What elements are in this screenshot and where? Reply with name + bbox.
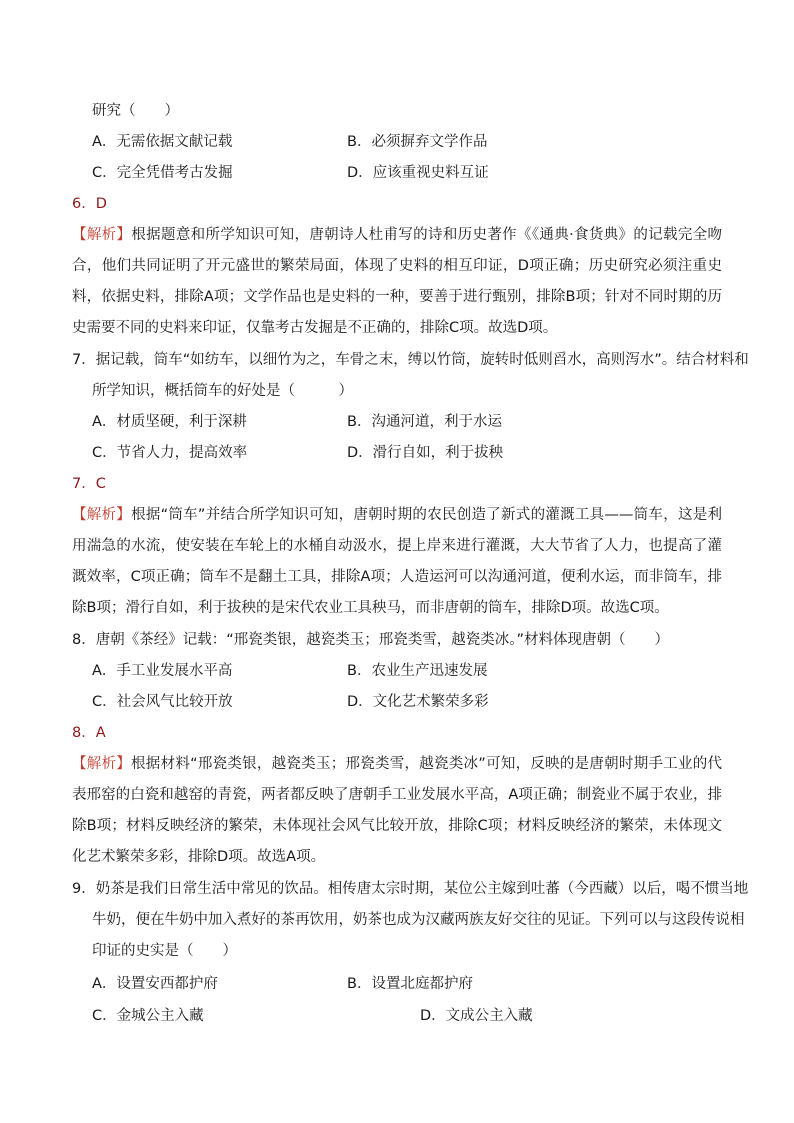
q9-option-c: C．金城公主入藏 bbox=[92, 1008, 204, 1024]
q8-option-a: A．手工业发展水平高 bbox=[92, 663, 233, 679]
question-7-line-2: 所学知识，概括筒车的好处是（ ） bbox=[92, 383, 353, 399]
explanation-6 bbox=[72, 220, 722, 344]
question-8-line-1: 8．唐朝《茶经》记载：“邢瓷类银，越瓷类玉；邢瓷类雪，越瓷类冰。”材料体现唐朝（ ） bbox=[72, 632, 669, 648]
explanation-tag: 【解析】 bbox=[72, 756, 132, 772]
q8-option-c: C．社会风气比较开放 bbox=[92, 694, 233, 710]
explanation-6-text: 根据题意和所学知识可知，唐朝诗人杜甫写的诗和历史著作《《通典·食货典》的记载完全吻合，他们共同证明了开元盛世的繁荣局面，体现了史料的相互印证，D项正确；历史研究必须注重史料，依据史料，排除A项；文学作品也是史料的一种，要善于进行甄别，排除B项；针对不同时期的历史需要不同的史料来印证，仅靠考古发掘是不正确的，排除C项。故选D项。 bbox=[72, 227, 723, 336]
question-5-stem-tail: 研究（ ） bbox=[92, 103, 179, 119]
answer-7: 7．C bbox=[72, 476, 106, 492]
q8-option-b: B．农业生产迅速发展 bbox=[347, 663, 488, 679]
q7-option-d: D．滑行自如，利于拔秧 bbox=[347, 445, 504, 461]
q7-option-b: B．沟通河道，利于水运 bbox=[347, 414, 502, 430]
question-9-line-2: 牛奶，便在牛奶中加入煮好的茶再饮用，奶茶也成为汉藏两族友好交往的见证。下列可以与这段传说相 bbox=[92, 912, 745, 928]
answer-8: 8．A bbox=[72, 725, 106, 741]
explanation-8 bbox=[72, 749, 722, 873]
explanation-7 bbox=[72, 500, 722, 624]
question-7-line-1: 7．据记载，筒车“如纺车，以细竹为之，车骨之末，缚以竹筒，旋转时低则舀水，高则泻水”。结合材料和 bbox=[72, 352, 749, 368]
question-9-line-3: 印证的史实是（ ） bbox=[92, 943, 237, 959]
explanation-tag: 【解析】 bbox=[72, 507, 132, 523]
q5-option-a: A．无需依据文献记载 bbox=[92, 134, 233, 150]
explanation-7-text: 根据“筒车”并结合所学知识可知，唐朝时期的农民创造了新式的灌溉工具——筒车，这是利用湍急的水流，使安装在车轮上的水桶自动汲水，提上岸来进行灌溉，大大节省了人力，也提高了灌溉效率，C项正确；筒车不是翻土工具，排除A项；人造运河可以沟通河道，便利水运，而非筒车，排除B项；滑行自如，利于拔秧的是宋代农业工具秧马，而非唐朝的筒车，排除D项。故选C项。 bbox=[72, 507, 723, 616]
question-9-line-1: 9．奶茶是我们日常生活中常见的饮品。相传唐太宗时期，某位公主嫁到吐蕃（今西藏）以后，喝不惯当地 bbox=[72, 881, 749, 897]
q5-option-b: B．必须摒弃文学作品 bbox=[347, 134, 488, 150]
explanation-8-text: 根据材料“邢瓷类银，越瓷类玉；邢瓷类雪，越瓷类冰”可知，反映的是唐朝时期手工业的代表邢窑的白瓷和越窑的青瓷，两者都反映了唐朝手工业发展水平高，A项正确；制瓷业不属于农业，排除B项；材料反映经济的繁荣，未体现社会风气比较开放，排除C项；材料反映经济的繁荣，未体现文化艺术繁荣多彩，排除D项。故选A项。 bbox=[72, 756, 722, 865]
answer-6: 6．D bbox=[72, 196, 107, 212]
q7-option-c: C．节省人力，提高效率 bbox=[92, 445, 248, 461]
q5-option-c: C．完全凭借考古发掘 bbox=[92, 165, 233, 181]
q5-option-d: D．应该重视史料互证 bbox=[347, 165, 489, 181]
q9-option-a: A．设置安西都护府 bbox=[92, 976, 218, 992]
q9-option-b: B．设置北庭都护府 bbox=[347, 976, 473, 992]
q9-option-d: D．文成公主入藏 bbox=[420, 1008, 533, 1024]
explanation-tag: 【解析】 bbox=[72, 227, 132, 243]
q8-option-d: D．文化艺术繁荣多彩 bbox=[347, 694, 489, 710]
q7-option-a: A．材质坚硬，利于深耕 bbox=[92, 414, 247, 430]
